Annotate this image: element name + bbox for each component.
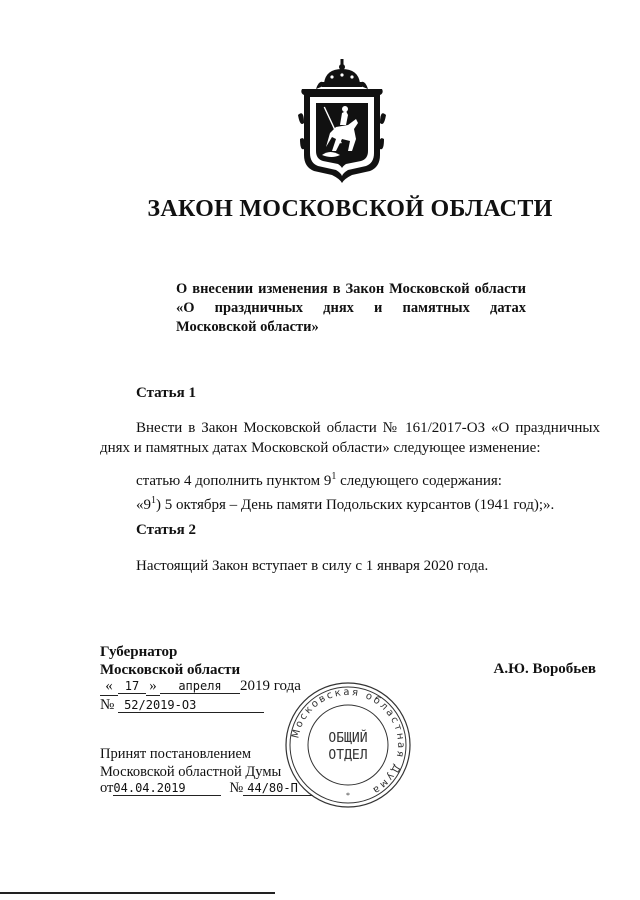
article-1-paragraph-2-line-1: [136, 467, 606, 491]
adoption-date: 04.04.2019: [113, 781, 221, 796]
law-number: 52/2019-ОЗ: [118, 698, 264, 713]
stamp-center-line-2: ОТДЕЛ: [328, 748, 368, 763]
text-segment: «9: [136, 497, 151, 513]
number-sign: №: [100, 697, 115, 713]
article-2-paragraph-1: Настоящий Закон вступает в силу с 1 января 2020 года.: [136, 558, 489, 574]
date-quote-open: «: [100, 678, 118, 696]
date-month: апреля: [160, 679, 240, 694]
stamp-star-icon: *: [346, 791, 350, 800]
article-1-heading: Статья 1: [136, 385, 196, 401]
article-1-paragraph-1: Внести в Закон Московской области № 161/2017-ОЗ «О праздничных днях и памятных датах Московской области» следующее изменение:: [100, 420, 600, 456]
text-segment: следующего содержания:: [336, 473, 502, 489]
adoption-block: [100, 745, 281, 781]
adoption-line-1: Принят постановлением: [100, 746, 252, 762]
adoption-date-line: [100, 780, 313, 797]
document-title: ЗАКОН МОСКОВСКОЙ ОБЛАСТИ: [147, 196, 553, 222]
adoption-line-2: Московской областной Думы: [100, 764, 282, 780]
moscow-region-coat-of-arms-icon: [296, 55, 388, 183]
text-segment: ) 5 октября – День памяти Подольских курсантов (1941 год);».: [156, 497, 555, 513]
article-1-paragraph-2: [136, 467, 606, 515]
from-label: от: [100, 780, 114, 796]
number-sign: №: [229, 780, 244, 796]
date-quote-close: »: [146, 678, 160, 696]
article-1-paragraph-2-line-2: [136, 491, 606, 515]
superscript: 1: [151, 495, 156, 506]
signing-date: [100, 678, 301, 696]
date-year: 2019 года: [240, 678, 301, 694]
governor-signature-block: [100, 643, 240, 679]
duma-stamp: [283, 680, 413, 810]
signer-name: А.Ю. Воробьев: [493, 661, 596, 677]
governor-role-line-2: Московской области: [100, 662, 241, 678]
resolution-number: 44/80-П: [243, 781, 313, 796]
date-day: 17: [118, 679, 146, 694]
bottom-rule: [0, 892, 275, 894]
governor-role-line-1: Губернатор: [100, 644, 178, 660]
document-subtitle: О внесении изменения в Закон Московской области «О праздничных днях и памятных датах Московской области»: [176, 281, 526, 335]
stamp-ring-text: Московская областная Дума: [290, 686, 407, 797]
stamp-center-line-1: ОБЩИЙ: [328, 731, 368, 746]
superscript: 1: [331, 471, 337, 482]
law-number-line: [100, 697, 264, 714]
text-segment: статью 4 дополнить пунктом 9: [136, 473, 332, 489]
article-2-heading: Статья 2: [136, 522, 196, 538]
